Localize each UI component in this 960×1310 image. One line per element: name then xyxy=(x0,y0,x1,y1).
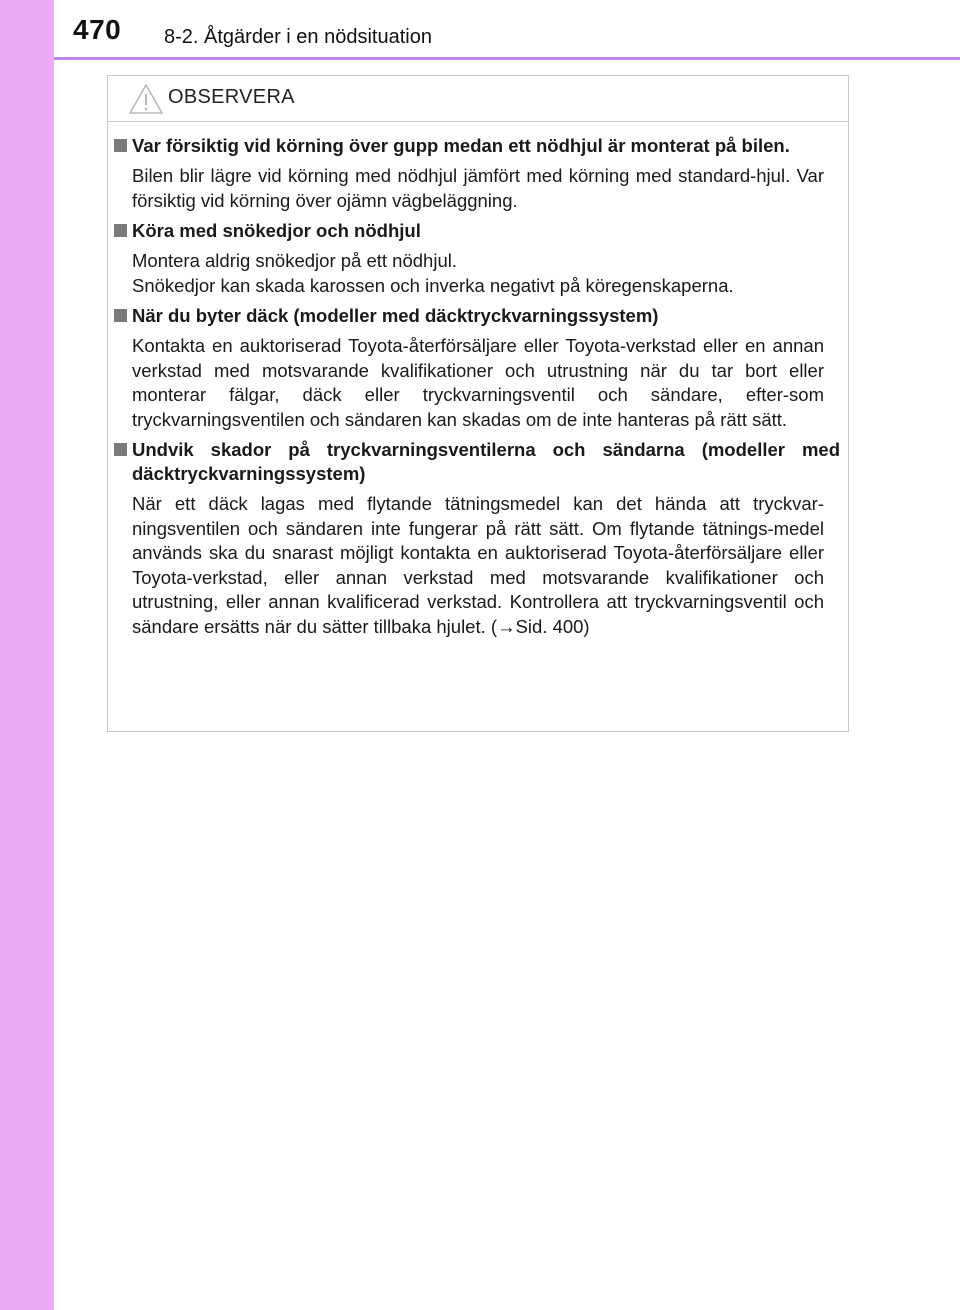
square-bullet-icon xyxy=(114,139,127,152)
item-paragraph: När ett däck lagas med flytande tätningsmedel kan det hända att tryckvar-ningsventilen och sändaren inte fungerar på rätt sätt. Om flytande tätnings-medel används ska du snarast möjligt kontakta en auktoriserad Toyota-återförsäljare eller Toyota-verkstad, eller annan verkstad med motsvarande kvalifikationer och utrustning, eller annan kvalificerad verkstad. Kontrollera att tryckvarningsventil och sändare ersätts när du sätter tillbaka hjulet. (→Sid. 400) xyxy=(132,493,824,637)
header-rule xyxy=(54,57,960,60)
notice-item xyxy=(108,304,848,432)
item-paragraph: Bilen blir lägre vid körning med nödhjul jämfört med körning med standard-hjul. Var försiktig vid körning över ojämn vägbeläggning. xyxy=(132,165,824,211)
item-title: Undvik skador på tryckvarningsventilerna och sändarna (modeller med däcktryckvarningssystem) xyxy=(132,439,840,484)
square-bullet-icon xyxy=(114,443,127,456)
item-title: Köra med snökedjor och nödhjul xyxy=(132,220,421,241)
notice-header xyxy=(108,76,848,122)
notice-item xyxy=(108,134,848,213)
item-title: Var försiktig vid körning över gupp medan ett nödhjul är monterat på bilen. xyxy=(132,135,790,156)
notice-label: OBSERVERA xyxy=(168,86,295,108)
notice-box xyxy=(107,75,849,732)
item-body xyxy=(132,334,840,432)
item-body xyxy=(132,164,840,213)
square-bullet-icon xyxy=(114,224,127,237)
square-bullet-icon xyxy=(114,309,127,322)
item-paragraph: Snökedjor kan skada karossen och inverka negativt på köregenskaperna. xyxy=(132,274,734,296)
warning-triangle-icon xyxy=(128,83,164,115)
item-title: När du byter däck (modeller med däcktryckvarningssystem) xyxy=(132,305,659,326)
item-paragraph: Montera aldrig snökedjor på ett nödhjul. xyxy=(132,250,457,271)
notice-item xyxy=(108,219,848,298)
section-title: 8-2. Åtgärder i en nödsituation xyxy=(164,26,432,48)
page-number: 470 xyxy=(73,14,122,45)
notice-items xyxy=(108,134,848,645)
side-tab xyxy=(0,0,54,1310)
item-body xyxy=(132,492,840,639)
notice-item xyxy=(108,438,848,639)
item-paragraph: Kontakta en auktoriserad Toyota-återförsäljare eller Toyota-verkstad eller en annan verkstad med motsvarande kvalifikationer och utrustning när du tar bort eller monterar fälgar, däck eller tryckvarningsventil och sändare, efter-som tryckvarningsventilen och sändaren kan skadas om de inte hanteras på rätt sätt. xyxy=(132,335,824,430)
item-body xyxy=(132,249,840,298)
